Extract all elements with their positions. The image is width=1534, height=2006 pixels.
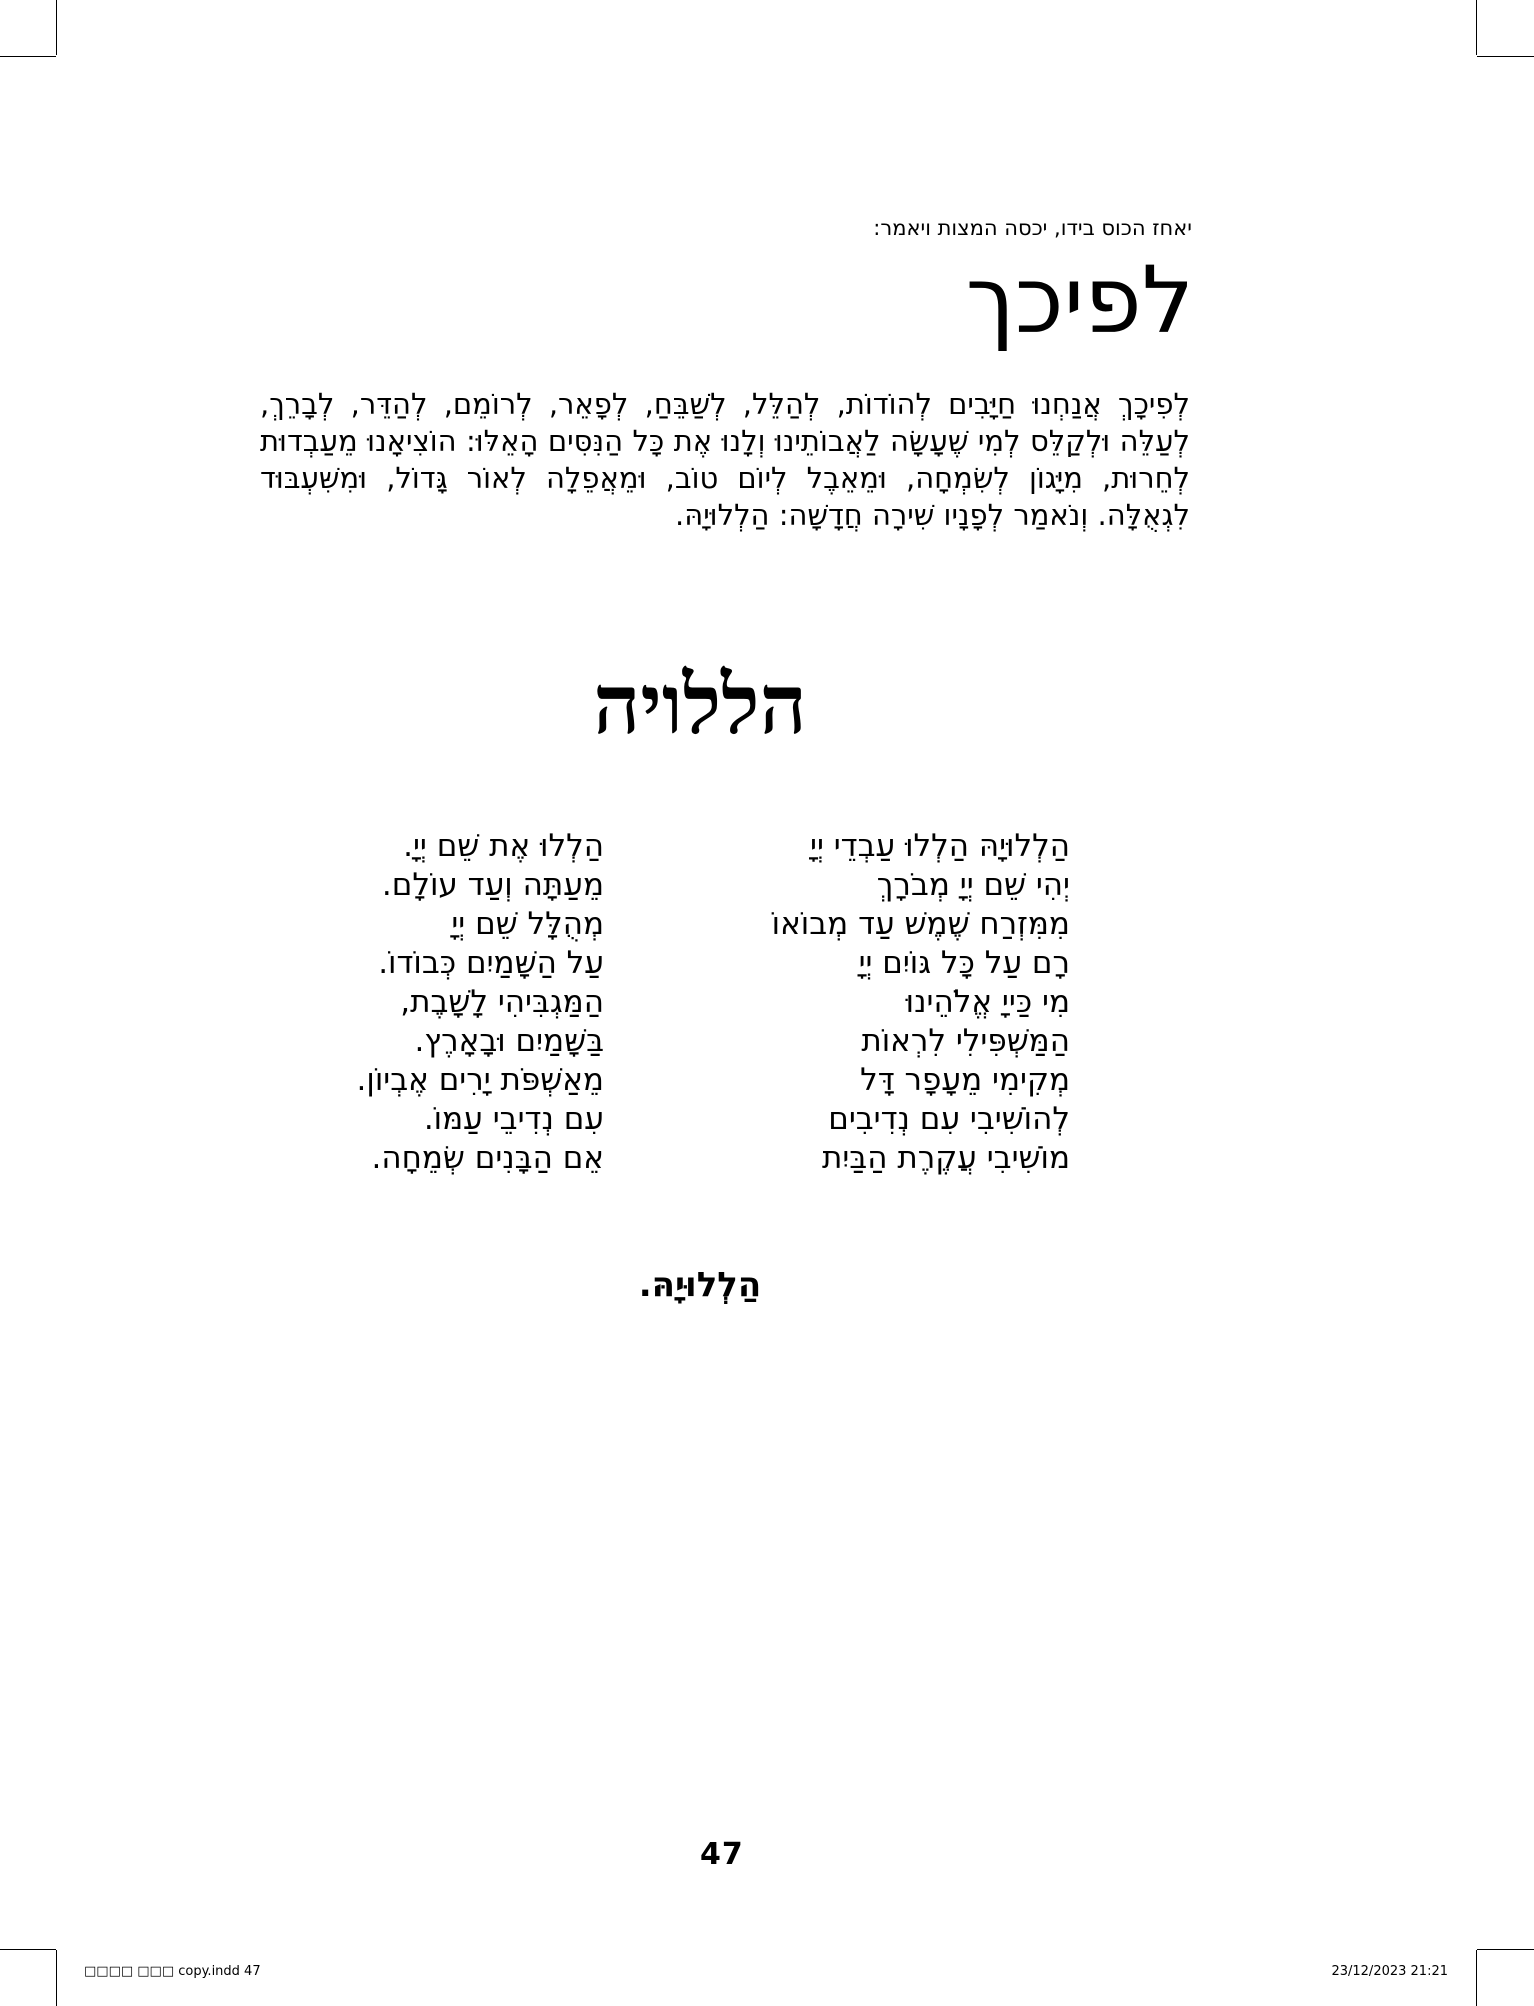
verse-line: מֵעַתָּה וְעַד עוֹלָם. [381,867,604,903]
crop-mark-top-right-horizontal [1477,56,1534,57]
print-slug-filename: □□□□ □□□ copy.indd 47 [84,1964,261,1979]
verse-line: אֵם הַבָּנִים שְׂמֵחָה. [371,1140,604,1176]
verse-line: הַלְלוּיָהּ הַלְלוּ עַבְדֵי יְיָ [810,828,1070,864]
crop-mark-bottom-left-vertical [56,1950,57,2006]
ritual-instruction: יאחז הכוס בידו, יכסה המצות ויאמר: [873,216,1192,240]
verse-line: מֵאַשְׁפֹּת יָרִים אֶבְיוֹן. [356,1062,604,1098]
verse-line: מוֹשִׁיבִי עֲקֶרֶת הַבַּיִת [821,1140,1070,1176]
crop-mark-top-left-vertical [56,0,57,55]
verse-line: עַל הַשָּׁמַיִם כְּבוֹדוֹ. [378,945,604,981]
crop-mark-top-right-vertical [1476,0,1477,55]
verse-line: לְהוֹשִׁיבִי עִם נְדִיבִים [828,1101,1070,1137]
section-title-halleluya: הללויה [593,657,807,753]
halleluya-left-column [357,827,604,1178]
crop-mark-bottom-right-vertical [1476,1950,1477,2006]
verse-line: יְהִי שֵׁם יְיָ מְבֹרָךְ [876,867,1070,903]
print-slug-timestamp: 23/12/2023 21:21 [1331,1964,1448,1979]
verse-line: מְקִימִי מֵעָפָר דָּל [860,1062,1070,1098]
verse-line: רָם עַל כָּל גּוֹיִם יְיָ [858,945,1070,981]
crop-mark-top-left-horizontal [0,56,56,57]
verse-line: בַּשָּׁמַיִם וּבָאָרֶץ. [414,1023,604,1059]
verse-line: עִם נְדִיבֵי עַמּוֹ. [423,1101,604,1137]
verse-line: מִי כַּייָ אֱלֹהֵינוּ [905,984,1070,1020]
section-title-lefichach: לפיכך [965,247,1194,354]
verse-line: מְהֻלָּל שֵׁם יְיָ [451,906,604,942]
verse-line: הַמַּשְׁפִּילִי לִרְאוֹת [861,1023,1070,1059]
lefichach-paragraph: לְפִיכָךְ אֲנַחְנוּ חַיָּבִים לְהוֹדוֹת, לְהַלֵּל, לְשַׁבֵּחַ, לְפָאֵר, לְרוֹמֵם, לְהַדֵּר, לְבָרֵךְ, לְעַלֵּה וּלְקַלֵּס לְמִי שֶׁעָשָׂה לַאֲבוֹתֵינוּ וְלָנוּ אֶת כָּל הַנִּסִּים הָאֵלּוּ: הוֹצִיאָנוּ מֵעַבְדוּת לְחֵרוּת, מִיָּגוֹן לְשִׂמְחָה, וּמֵאֵבֶל לְיוֹם טוֹב, וּמֵאֲפֵלָה לְאוֹר גָּדוֹל, וּמִשִּׁעְבּוּד לִגְאֻלָּה. וְנֹאמַר לְפָנָיו שִׁירָה חֲדָשָׁה: הַלְלוּיָהּ. [260,387,1190,532]
halleluya-closing: הַלְלוּיָהּ. [638,1265,762,1305]
crop-mark-bottom-right-horizontal [1477,1949,1534,1950]
verse-line: הַמַּגְבִּיהִי לָשָׁבֶת, [400,984,604,1020]
verse-line: מִמִּזְרַח שֶׁמֶשׁ עַד מְבוֹאוֹ [771,906,1070,942]
page-number: 47 [700,1837,744,1872]
halleluya-right-column [772,827,1070,1178]
verse-line: הַלְלוּ אֶת שֵׁם יְיָ. [403,828,604,864]
crop-mark-bottom-left-horizontal [0,1949,56,1950]
